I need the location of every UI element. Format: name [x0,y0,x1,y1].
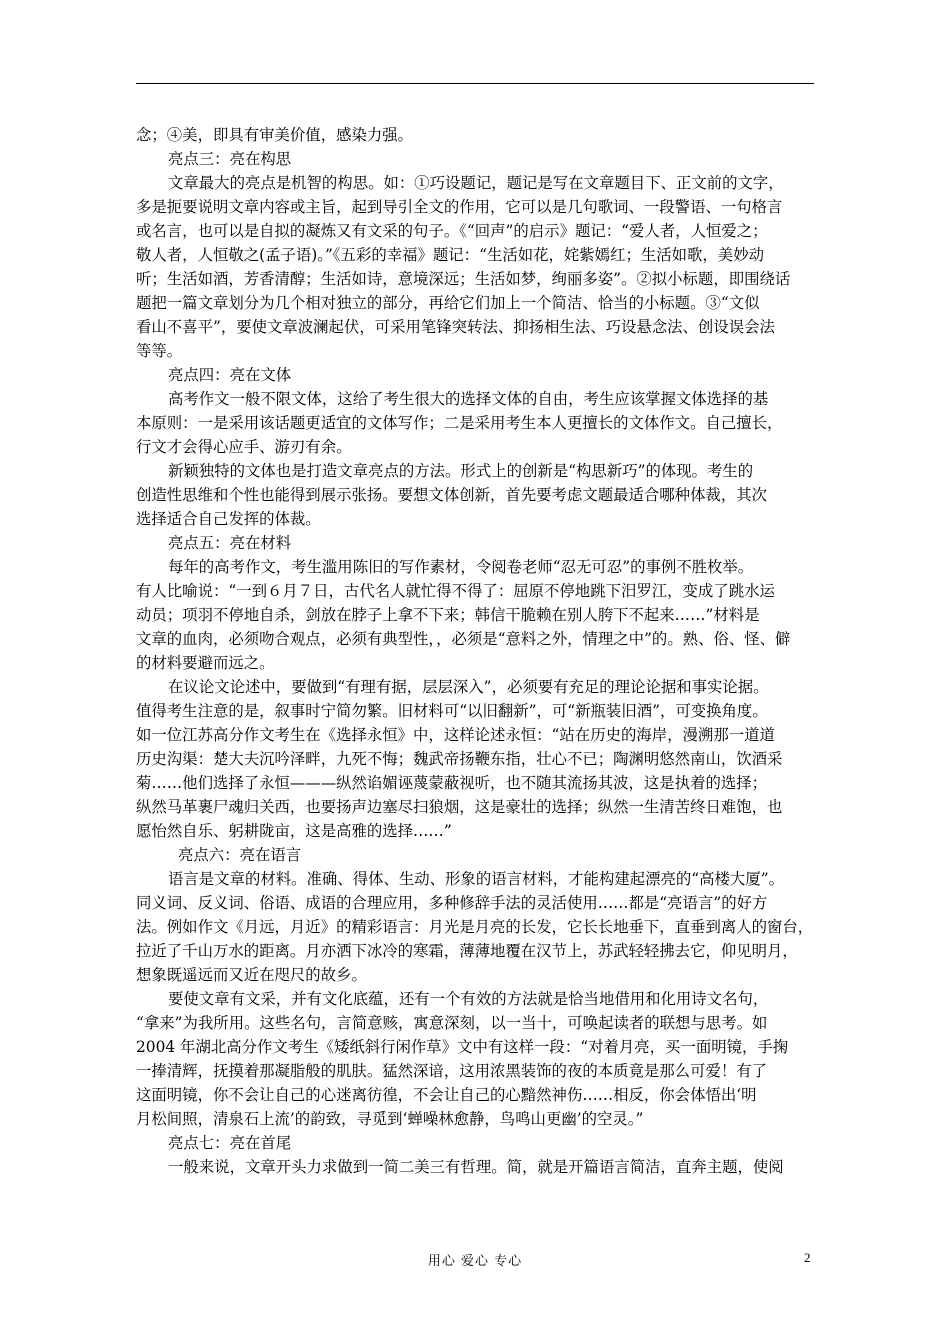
text-line: 的材料要避而远之。 [136,654,275,672]
section-heading: 亮点三：亮在构思 [168,150,292,168]
text-line: 或名言，也可以是自拟的凝炼又有文采的句子。《“回声”的启示》题记：“爱人者，人恒爱之； [136,222,768,240]
text-line: 听；生活如酒，芳香清醇；生活如诗，意境深远；生活如梦，绚丽多姿”。②拟小标题，即围绕话 [136,270,791,288]
text-line: 纵然马革裹尸魂归关西，也要扬声边塞尽扫狼烟，这是豪壮的选择；纵然一生清苦终日难饱，也 [136,798,783,816]
text-line: 历史沟渠：楚大夫沉吟泽畔，九死不悔；魏武帝扬鞭东指，壮心不已；陶渊明悠然南山，饮酒采 [136,750,783,768]
text-line: 本原则：一是采用该话题更适宜的文体写作；二是采用考生本人更擅长的文体作文。自己擅长， [136,414,783,432]
text-line: 念；④美，即具有审美价值，感染力强。 [136,126,414,144]
text-line: 创造性思维和个性也能得到展示张扬。要想文体创新，首先要考虑文题最适合哪种体裁，其次 [136,486,768,504]
text-line: 一捧清辉，抚摸着那凝脂般的肌肤。猛然深谙，这用浓黑装饰的夜的本质竟是那么可爱！有了 [136,1062,768,1080]
document-body [136,123,816,1179]
text-line: 如一位江苏高分作文考生在《选择永恒》中，这样论述永恒：“站在历史的海岸，漫溯那一道道 [136,726,775,744]
text-line: 菊……他们选择了永恒———纵然谄媚诬蔑蒙蔽视听，也不随其流扬其波，这是执着的选择； [136,774,768,792]
text-line: 一般来说，文章开头力求做到一简二美三有哲理。简，就是开篇语言简洁，直奔主题，使阅 [168,1158,784,1176]
text-line: 拉近了千山万水的距离。月亦洒下冰冷的寒霜，薄薄地覆在汉节上，苏武轻轻拂去它，仰见明月， [136,942,798,960]
text-line: 愿怡然自乐、躬耕陇亩，这是高雅的选择……” [136,822,452,840]
header-rule [136,83,814,84]
text-line: 高考作文一般不限文体，这给了考生很大的选择文体的自由，考生应该掌握文体选择的基 [168,390,769,408]
section-heading: 亮点六：亮在语言 [178,846,302,864]
text-line: 有人比喻说：“一到６月７日，古代名人就忙得不得了：屈原不停地跳下汨罗江，变成了跳水运 [136,582,775,600]
text-line: 想象既遥远而又近在咫尺的故乡。 [136,966,367,984]
section-heading: 亮点七：亮在首尾 [168,1134,292,1152]
text-line: 选择适合自己发挥的体裁。 [136,510,321,528]
text-line: 值得考生注意的是，叙事时宁简勿繁。旧材料可“以旧翻新”，可“新瓶装旧酒”，可变换角度。 [136,702,768,720]
text-line: 多是扼要说明文章内容或主旨，起到导引全文的作用，它可以是几句歌词、一段警语、一句格言 [136,198,783,216]
text-line: 语言是文章的材料。准确、得体、生动、形象的语言材料，才能构建起漂亮的“高楼大厦”。 [168,870,784,888]
text-line: 文章最大的亮点是机智的构思。如：①巧设题记，题记是写在文章题目下、正文前的文字， [168,174,784,192]
footer-slogan: 用心 爱心 专心 [427,1254,523,1269]
text-line: 要使文章有文采，并有文化底蕴，还有一个有效的方法就是恰当地借用和化用诗文名句， [168,990,769,1008]
text-line: 法。例如作文《月远，月近》的精彩语言：月光是月亮的长发，它长长地垂下，直垂到离人的窗台， [136,918,814,936]
text-line: 每年的高考作文，考生滥用陈旧的写作素材，令阅卷老师“忍无可忍”的事例不胜枚举。 [168,558,754,576]
page-number: 2 [804,1250,811,1265]
text-line: 动员；项羽不停地自杀，剑放在脖子上拿不下来；韩信干脆赖在别人胯下不起来……”材料是 [136,606,760,624]
text-line: “拿来”为我所用。这些名句，言简意赅，寓意深刻，以一当十，可唤起读者的联想与思考。如 [136,1014,768,1032]
text-line: 等等。 [136,342,183,360]
text-line: 看山不喜平”，要使文章波澜起伏，可采用笔锋突转法、抑扬相生法、巧设悬念法、创设误会法 [136,318,775,336]
text-line: 行文才会得心应手、游刃有余。 [136,438,352,456]
text-line: 题把一篇文章划分为几个相对独立的部分，再给它们加上一个简洁、恰当的小标题。③“文似 [136,294,760,312]
text-line: 敬人者，人恒敬之(孟子语)。”《五彩的幸福》题记：“生活如花，姹紫嫣红；生活如歌，美妙动 [136,246,764,264]
section-heading: 亮点五：亮在材料 [168,534,292,552]
text-line: 月松间照，清泉石上流’的韵致，寻觅到‘蝉噪林愈静，鸟鸣山更幽’的空灵。” [136,1110,644,1128]
section-heading: 亮点四：亮在文体 [168,366,292,384]
text-line: 同义词、反义词、俗语、成语的合理应用，多种修辞手法的灵活使用……都是“亮语言”的好方 [136,894,768,912]
text-line: 文章的血肉，必须吻合观点，必须有典型性，，必须是“意料之外，情理之中”的。熟、俗、怪、僻 [136,630,791,648]
text-line: 这面明镜，你不会让自己的心迷离彷徨，不会让自己的心黯然神伤……相反，你会体悟出‘明 [136,1086,757,1104]
text-line: 新颖独特的文体也是打造文章亮点的方法。形式上的创新是“构思新巧”的体现。考生的 [168,462,754,480]
text-line: 在议论文论述中，要做到“有理有据，层层深入”，必须要有充足的理论论据和事实论据。 [168,678,769,696]
text-line: 2004 年湖北高分作文考生《矮纸斜行闲作草》文中有这样一段：“对着月亮，买一面明镜，手掬 [136,1038,789,1056]
